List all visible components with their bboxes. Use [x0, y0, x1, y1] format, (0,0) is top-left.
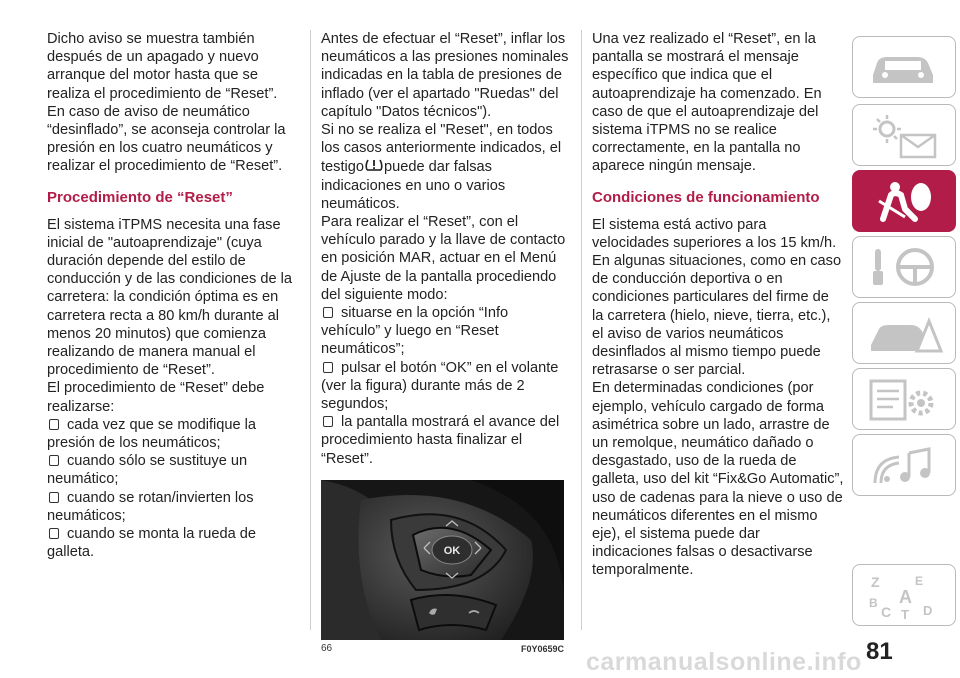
conditions-paragraph: En determinadas condiciones (por ejemplo, vehículo cargado de forma asimétrica sobre un lado, arrastre de un remolque, neumático dañado o desgastado, uso de la rueda de galleta, uso del kit “Fix&Go Automatic”, uso de cadenas para la nieve o uso de neumáticos diferentes en el mismo eje), el sistema puede dar indicaciones falsas o desactivarse temporalmente.	[592, 380, 844, 579]
index-icon	[865, 573, 945, 619]
list-item: cuando sólo se sustituye un neumático;	[47, 453, 248, 488]
svg-text:T: T	[901, 607, 909, 619]
steering-wheel-illustration	[321, 480, 564, 640]
list-item: la pantalla mostrará el avance del procedimiento hasta finalizar el “Reset”.	[321, 414, 560, 467]
column-divider	[581, 30, 582, 630]
how-to-reset-paragraph: Para realizar el “Reset”, con el vehículo parado y la llave de contacto en posición MAR, actuar en el Menú de Ajuste de la pantalla procediendo del siguiente modo:	[321, 214, 566, 303]
svg-text:C: C	[881, 604, 892, 619]
situations-paragraph: En algunas situaciones, como en caso de conducción deportiva o en condiciones particulares del firme de la carretera (hielo, nieve, tierra, etc.), el aviso de varios neumáticos desinflados al mismo tiempo puede retrasarse o ser parcial.	[592, 253, 842, 379]
autolearn-paragraph: El sistema iTPMS necesita una fase inicial de "autoaprendizaje" (cuya duración depende del estilo de conducción y de las condiciones de la carretera: la condición óptima es en carretera recta a 80 km/h durante al menos 20 minutos) que comienza realizando de manera manual el procedimiento de “Reset”.	[47, 216, 293, 379]
checkbox-bullet-icon	[49, 455, 59, 466]
column-divider	[310, 30, 311, 630]
figure-number: 66	[321, 642, 333, 654]
maintenance-icon	[865, 377, 945, 423]
tab-starting-driving[interactable]	[852, 236, 956, 298]
tab-emergency[interactable]	[852, 302, 956, 364]
warning-lights-icon	[865, 113, 945, 159]
tpms-warning-icon	[364, 157, 384, 173]
reset-procedure-heading: Procedimiento de “Reset”	[47, 188, 233, 206]
list-item: pulsar el botón “OK” en el volante (ver la figura) durante más de 2 segundos;	[321, 359, 559, 413]
column-left	[47, 30, 299, 561]
list-item: cada vez que se modifique la presión de los neumáticos;	[47, 416, 257, 452]
multimedia-icon	[865, 443, 945, 489]
checkbox-bullet-icon	[323, 362, 333, 373]
reset-when-paragraph: El procedimiento de “Reset” debe realizarse:	[47, 380, 265, 415]
checkbox-bullet-icon	[323, 416, 333, 427]
safety-airbag-icon	[865, 179, 945, 225]
no-reset-paragraph: Si no se realiza el "Reset", en todos los casos anteriormente indicados, el testigo puede dar falsas indicaciones en uno o varios neumáticos.	[321, 122, 562, 212]
column-middle	[321, 30, 571, 656]
list-item: cuando se rotan/invierten los neumáticos;	[47, 489, 254, 524]
checkbox-bullet-icon	[323, 307, 333, 318]
after-reset-paragraph: Una vez realizado el “Reset”, en la pantalla se mostrará el mensaje específico que indica que el autoaprendizaje ha comenzado. En caso de que el autoaprendizaje del sistema iTPMS no se realice correctamente, en la pantalla no aparece ningún mensaje.	[592, 31, 822, 175]
tab-index[interactable]	[852, 564, 956, 626]
inflate-paragraph: Antes de efectuar el “Reset”, inflar los neumáticos a las presiones nominales indicadas en la tabla de presiones de inflado (ver el apartado "Ruedas" del capítulo "Datos técnicos").	[321, 31, 569, 120]
car-icon	[865, 45, 945, 91]
steering-wheel-controls-figure	[321, 480, 564, 640]
operating-conditions-heading: Condiciones de funcionamiento	[592, 188, 820, 206]
figure-code: F0Y0659C	[520, 643, 564, 654]
svg-text:D: D	[923, 603, 933, 618]
checkbox-bullet-icon	[49, 528, 59, 539]
tab-warning-lights[interactable]	[852, 104, 956, 166]
list-item: situarse en la opción “Info vehículo” y luego en “Reset neumáticos”;	[321, 305, 509, 358]
tab-vehicle[interactable]	[852, 36, 956, 98]
tab-maintenance[interactable]	[852, 368, 956, 430]
checkbox-bullet-icon	[49, 492, 59, 503]
svg-text:E: E	[915, 574, 924, 588]
column-right	[592, 30, 844, 580]
figure-caption	[321, 642, 564, 656]
emergency-icon	[865, 311, 945, 357]
svg-text:B: B	[869, 596, 878, 610]
tab-multimedia[interactable]	[852, 434, 956, 496]
svg-text:A: A	[899, 587, 912, 607]
tab-safety[interactable]	[852, 170, 956, 232]
ok-button-label: OK	[443, 544, 461, 557]
speed-paragraph: El sistema está activo para velocidades superiores a los 15 km/h.	[592, 216, 837, 251]
checkbox-bullet-icon	[49, 419, 59, 430]
list-item: cuando se monta la rueda de galleta.	[47, 526, 257, 561]
steering-wheel-icon	[865, 245, 945, 291]
page-number: 81	[866, 638, 893, 665]
svg-text:Z: Z	[871, 574, 880, 590]
intro-paragraph: Dicho aviso se muestra también después de un apagado y nuevo arranque del motor hasta que se realiza el procedimiento de “Reset”. En caso de aviso de neumático “desinflado”, se aconseja controlar la presión en los cuatro neumáticos y realizar el procedimiento de “Reset”.	[47, 31, 286, 175]
watermark: carmanualsonline.info	[586, 648, 862, 676]
